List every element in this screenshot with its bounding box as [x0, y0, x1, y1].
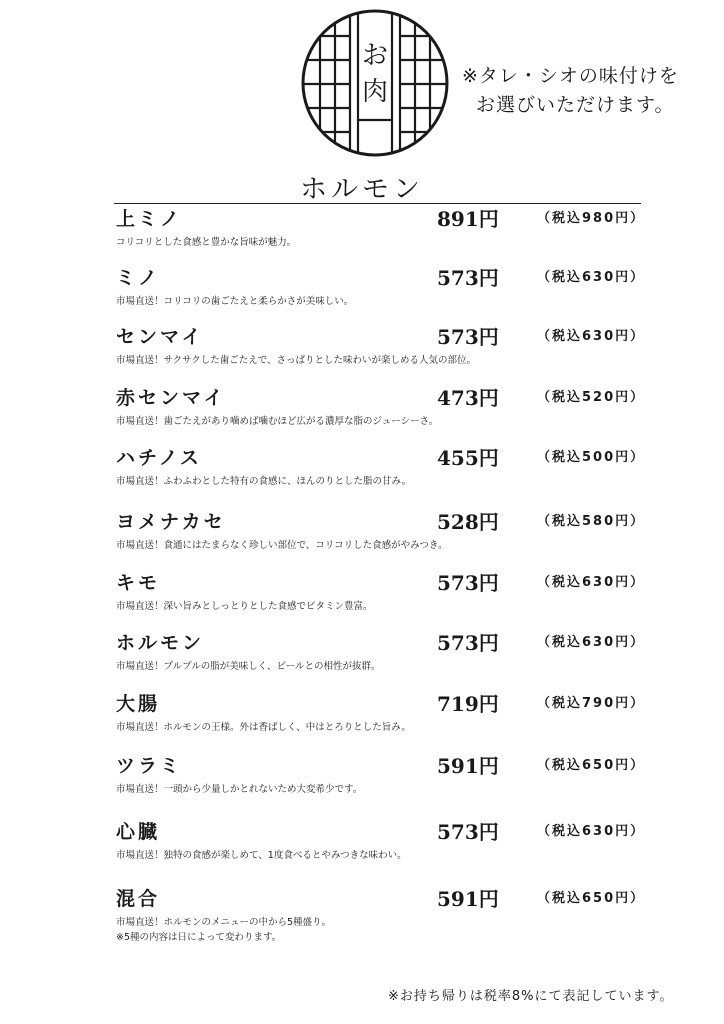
menu-item: [0, 887, 724, 957]
item-description: 市場直送！サクサクした歯ごたえで、さっぱりとした味わいが楽しめる人気の部位。: [116, 355, 477, 366]
menu-item: [0, 207, 724, 267]
item-tax-price: （税込630円）: [537, 824, 646, 839]
item-description: 市場直送！一頭から少量しかとれないため大変希少です。: [116, 784, 363, 795]
menu-item: [0, 266, 724, 326]
logo-char-2: 肉: [361, 77, 389, 107]
menu-item: [0, 754, 724, 814]
item-description: [116, 915, 331, 945]
item-price: 591円: [437, 887, 499, 911]
item-tax-price: （税込630円）: [537, 575, 646, 590]
item-name: ハチノス: [116, 447, 202, 469]
item-tax-price: （税込980円）: [537, 211, 646, 226]
item-price: 528円: [437, 510, 499, 534]
menu-item: [0, 571, 724, 631]
item-tax-price: （税込790円）: [537, 696, 646, 711]
item-price: 719円: [437, 692, 499, 716]
item-description-line1: 市場直送！ホルモンのメニューの中から5種盛り。: [116, 917, 332, 928]
item-name: 上ミノ: [116, 208, 183, 230]
menu-item: [0, 631, 724, 691]
menu-item: [0, 820, 724, 880]
item-name: センマイ: [116, 326, 204, 348]
takeout-tax-note: ※お持ち帰りは税率8%にて表記しています。: [388, 989, 674, 1004]
item-price: 573円: [437, 266, 499, 290]
item-price: 891円: [437, 207, 499, 231]
item-tax-price: （税込650円）: [537, 758, 646, 773]
item-price: 573円: [437, 325, 499, 349]
item-name: ミノ: [116, 267, 161, 289]
item-name: キモ: [116, 572, 161, 594]
seasoning-note-line2: お選びいただけます。: [476, 94, 675, 116]
menu-item: [0, 510, 724, 570]
item-name: ホルモン: [116, 632, 205, 654]
item-description: 市場直送！食通にはたまらなく珍しい部位で、コリコリした食感がやみつき。: [116, 540, 448, 551]
item-name: 赤センマイ: [116, 387, 226, 409]
item-description: コリコリとした食感と豊かな旨味が魅力。: [116, 237, 297, 248]
title-divider: [114, 203, 641, 204]
menu-item: [0, 386, 724, 446]
item-price: 591円: [437, 754, 499, 778]
menu-item: [0, 692, 724, 752]
item-description: 市場直送！歯ごたえがあり噛めば噛むほど広がる濃厚な脂のジューシーさ。: [116, 416, 439, 427]
menu-item: [0, 325, 724, 385]
item-price: 455円: [437, 446, 499, 470]
item-description: 市場直送！コリコリの歯ごたえと柔らかさが美味しい。: [116, 296, 354, 307]
item-description: 市場直送！ふわふわとした特有の食感に、ほんのりとした脂の甘み。: [116, 476, 412, 487]
item-description: 市場直送！独特の食感が楽しめて、1度食べるとやみつきな味わい。: [116, 850, 407, 861]
item-name: 心臓: [116, 821, 161, 843]
menu-item: [0, 446, 724, 506]
item-price: 573円: [437, 571, 499, 595]
item-tax-price: （税込650円）: [537, 891, 646, 906]
item-name: 混合: [116, 888, 161, 910]
item-price: 573円: [437, 820, 499, 844]
item-price: 573円: [437, 631, 499, 655]
logo-char-1: お: [361, 41, 389, 71]
item-tax-price: （税込520円）: [537, 390, 646, 405]
item-price: 473円: [437, 386, 499, 410]
meat-logo-icon: [300, 8, 450, 158]
item-name: ヨメナカセ: [116, 511, 226, 533]
seasoning-note-line1: ※タレ・シオの味付けを: [462, 65, 679, 87]
item-tax-price: （税込630円）: [537, 270, 646, 285]
item-description-line2: ※5種の内容は日によって変わります。: [116, 932, 282, 943]
item-name: ツラミ: [116, 755, 183, 777]
item-tax-price: （税込580円）: [537, 514, 646, 529]
item-tax-price: （税込630円）: [537, 329, 646, 344]
item-description: 市場直送！ホルモンの王様。外は香ばしく、中はとろりとした旨み。: [116, 722, 411, 733]
seasoning-note: [462, 62, 679, 120]
item-name: 大腸: [116, 693, 161, 715]
item-description: 市場直送！深い旨みとしっとりとした食感でビタミン豊富。: [116, 601, 373, 612]
item-tax-price: （税込630円）: [537, 635, 646, 650]
section-title: ホルモン: [300, 174, 424, 205]
item-description: 市場直送！プルプルの脂が美味しく、ビールとの相性が抜群。: [116, 661, 381, 672]
item-tax-price: （税込500円）: [537, 450, 646, 465]
